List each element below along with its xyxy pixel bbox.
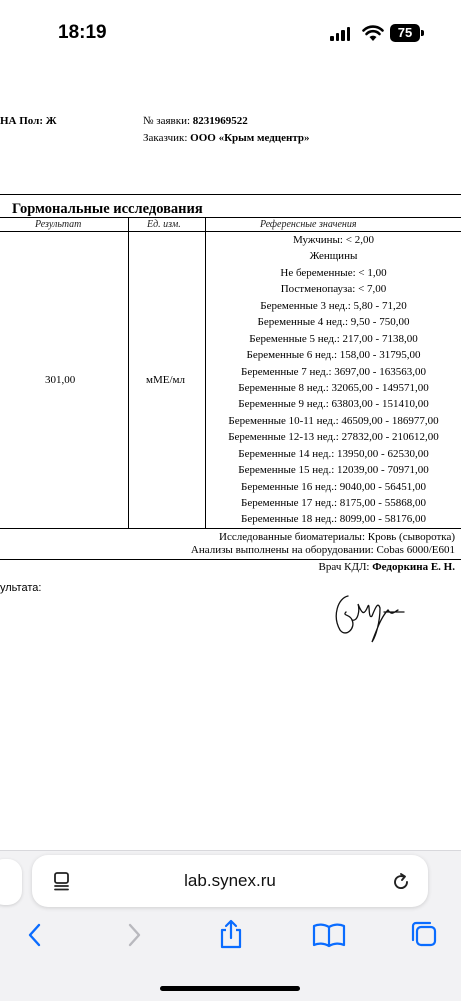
order-label: № заявки: — [143, 115, 191, 127]
status-time: 18:19 — [58, 22, 107, 43]
reference-value: Беременные 10-11 нед.: 46509,00 - 186977,00 — [228, 414, 439, 427]
header-reference: Референсные значения — [260, 219, 357, 230]
reference-value: Женщины — [309, 250, 358, 263]
back-icon[interactable] — [25, 922, 45, 948]
reference-value: Беременные 9 нед.: 63803,00 - 151410,00 — [238, 398, 429, 411]
status-bar — [0, 0, 461, 64]
customer-row — [143, 132, 310, 144]
reference-value: Беременные 6 нед.: 158,00 - 31795,00 — [246, 349, 421, 362]
reference-value: Беременные 15 нед.: 12039,00 - 70971,00 — [238, 464, 429, 477]
result-label-fragment: ультата: — [0, 582, 42, 594]
tabs-icon[interactable] — [409, 919, 439, 949]
notes-divider — [0, 559, 461, 560]
reference-value: Беременные 12-13 нед.: 27832,00 - 210612,00 — [228, 431, 439, 444]
patient-gender: НА Пол: Ж — [0, 115, 57, 127]
reference-value: Беременные 16 нед.: 9040,00 - 56451,00 — [241, 480, 426, 493]
reference-value: Беременные 18 нед.: 8099,00 - 58176,00 — [241, 513, 426, 526]
bookmarks-icon[interactable] — [312, 922, 346, 948]
battery-tip — [421, 30, 424, 36]
reference-value: Беременные 3 нед.: 5,80 - 71,20 — [260, 299, 407, 312]
battery-icon: 75 — [390, 24, 420, 42]
reference-value: Мужчины: < 2,00 — [293, 234, 374, 246]
doctor-signature — [328, 586, 408, 646]
reference-value: Беременные 5 нед.: 217,00 - 7138,00 — [249, 332, 418, 345]
section-divider — [0, 194, 461, 195]
address-bar[interactable] — [32, 855, 428, 907]
reference-value: Не беременные: < 1,00 — [280, 266, 387, 279]
equipment-note: Анализы выполнены на оборудовании: Cobas 6000/E601 — [190, 544, 455, 556]
pdf-document — [0, 64, 461, 850]
browser-toolbar — [0, 850, 461, 1001]
url-text[interactable]: lab.synex.ru — [184, 871, 276, 890]
customer-name: ООО «Крым медцентр» — [190, 132, 310, 144]
reference-value: Беременные 17 нед.: 8175,00 - 55868,00 — [241, 497, 426, 509]
reference-value: Постменопауза: < 7,00 — [280, 283, 387, 296]
reference-value: Беременные 8 нед.: 32065,00 - 149571,00 — [238, 381, 429, 394]
reference-value: Беременные 14 нед.: 13950,00 - 62530,00 — [238, 447, 429, 460]
reference-values-list — [206, 232, 461, 528]
column-divider — [128, 217, 129, 528]
adjacent-tab[interactable] — [0, 859, 22, 905]
wifi-icon — [362, 24, 384, 42]
order-number-row — [143, 115, 248, 127]
header-unit: Ед. изм. — [147, 219, 181, 230]
reload-icon[interactable] — [390, 871, 412, 893]
header-result: Результат — [35, 219, 82, 230]
result-unit: мМЕ/мл — [146, 374, 185, 386]
reference-value: Беременные 7 нед.: 3697,00 - 163563,00 — [241, 365, 426, 378]
order-number: 8231969522 — [192, 115, 248, 127]
home-indicator[interactable] — [160, 986, 300, 991]
biomaterial-note: Исследованные биоматериалы: Кровь (сыворотка) — [219, 531, 455, 543]
table-bottom-border — [0, 528, 461, 529]
forward-icon[interactable] — [124, 922, 144, 948]
cellular-signal-icon — [330, 27, 352, 41]
table-top-border — [0, 217, 461, 218]
share-icon[interactable] — [217, 918, 245, 950]
doctor-row — [319, 561, 455, 573]
reference-value: Беременные 4 нед.: 9,50 - 750,00 — [257, 316, 410, 329]
result-value: 301,00 — [45, 374, 76, 386]
doctor-label: Врач КДЛ: — [318, 561, 370, 573]
section-title: Гормональные исследования — [12, 201, 203, 217]
customer-label: Заказчик: — [143, 132, 188, 144]
doctor-name: Федоркина Е. Н. — [372, 561, 455, 573]
